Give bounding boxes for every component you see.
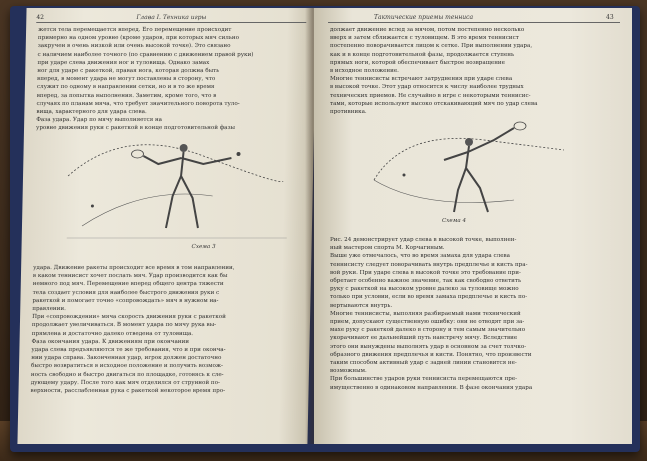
text-line: Многие теннисисты, выполняя разбираемый нами технический bbox=[330, 310, 521, 317]
left-page-number: 42 bbox=[36, 14, 45, 21]
text-line: образного движения предплечья и кисти. Понятно, что произвести bbox=[330, 351, 532, 358]
text-line: прямлена и достаточно далеко отведена от туловища. bbox=[31, 330, 194, 337]
text-line: удара слева предъявляются те же требования, что и при оконча- bbox=[31, 347, 226, 354]
text-line: верхности, расслабленная рука с ракеткой некоторое время про- bbox=[30, 388, 226, 395]
text-line: вища, характерного для удара слева. bbox=[36, 109, 147, 116]
left-top-text bbox=[36, 26, 304, 133]
text-line: прием, допускают существенную ошибку: они не отводят при за- bbox=[330, 319, 525, 326]
right-bottom-text bbox=[330, 236, 620, 392]
text-line: этого они вынуждены выполнять удар в основном за счет толчко- bbox=[330, 343, 527, 350]
right-figure-label: Схема 4 bbox=[442, 218, 467, 224]
text-line: вверх и затем сближается с туловищем. В это время теннисист bbox=[330, 35, 519, 42]
text-line: прямых ноги, которой обеспечивает быстрое возвращение bbox=[330, 59, 505, 66]
text-line: нии удара справа. Законченная удар, игрок должен достаточно bbox=[31, 355, 222, 362]
text-line: в каком теннисист хочет послать мяч. Удар производится как бы bbox=[32, 273, 228, 280]
text-line: ный мастером спорта М. Корчагиным. bbox=[330, 245, 445, 252]
text-line: с наличием наиболее точного (по сравнению с движением правой руки) bbox=[37, 51, 254, 58]
text-line: немного под мяч. Перемещение вперед общего центра тяжести bbox=[32, 281, 224, 288]
text-line: быстро возвратиться в исходное положение и получить возмож- bbox=[30, 363, 224, 370]
text-line: случаях по планам мяча, что требует значительного поворота туло- bbox=[36, 100, 240, 107]
text-line: закручен в очень низкой или очень высокой точке). Это связано bbox=[37, 43, 231, 50]
text-line: вой руки. При ударе слева в высокой точке это требование при- bbox=[330, 269, 521, 276]
left-figure-label: Схема 3 bbox=[191, 244, 216, 250]
text-line: укорачивают ее дальнейший путь навстречу мячу. Вследствие bbox=[330, 335, 518, 342]
text-line: вперед, в момент удара не могут поставлены в сторону, что bbox=[37, 76, 216, 83]
right-top-text bbox=[330, 26, 620, 116]
left-page-header: Глава I. Техника игры bbox=[136, 14, 207, 21]
text-line: Фаза окончания удара. К движениям при окончании bbox=[31, 338, 190, 345]
right-page-header: Тактические приемы тенниса bbox=[374, 14, 474, 21]
text-line: При «сопровождении» мяча скорость движения руки с ракеткой bbox=[32, 314, 226, 321]
text-line: Выше уже отмечалось, что во время замаха для удара слева bbox=[330, 253, 511, 260]
text-line: таким способом активный удар с задней линии становится не- bbox=[330, 360, 517, 367]
text-line: как и в конце подготовительной фазы, продолжается ступень bbox=[330, 51, 515, 58]
text-line: тела создает условия для наиболее быстрого движения руки с bbox=[32, 289, 220, 296]
text-line: технических приемов. Не случайно в игре с некоторыми теннисис- bbox=[330, 92, 531, 99]
right-page-number: 43 bbox=[606, 14, 614, 21]
text-line: теннисисту следует поворачивать внутрь предплечье и кисть пра- bbox=[330, 261, 528, 268]
text-line: продолжает увеличиваться. В момент удара по мячу рука вы- bbox=[31, 322, 217, 329]
text-line: при ударе слева движения ног и туловища. Однако замах bbox=[37, 59, 210, 66]
text-line: дующему удару. После того как мяч отделился от струнной по- bbox=[30, 379, 220, 386]
text-line: ракеткой и помогает точно «сопровождать» мяч в нужном на- bbox=[32, 297, 219, 304]
text-line: жется тела перемещается вперед. Его перемещение происходит bbox=[38, 27, 232, 33]
text-line: в высокой точке. Этот удар относится к числу наиболее трудных bbox=[330, 84, 524, 91]
tennis-player-figure-left bbox=[62, 136, 294, 246]
tennis-player-figure-right bbox=[364, 120, 574, 220]
text-line: удара. Движение ракеты происходит все время в том направлении, bbox=[33, 265, 235, 271]
text-line: примерно на одном уровне (кроме ударов, при которых мяч сильно bbox=[37, 35, 240, 42]
text-line: правлении. bbox=[32, 306, 66, 313]
text-line: ног для ударе с ракеткой, правая нога, которая должна быть bbox=[37, 68, 220, 75]
text-line: должает движение вслед за мячом, потом постепенно несколько bbox=[330, 27, 525, 33]
text-line: Многие теннисисты встречают затруднения при ударе слева bbox=[330, 76, 513, 83]
text-line: имущественно в одинаковом направлении. В фазе окончания удара bbox=[330, 384, 533, 391]
text-line: обретает особенно важное значение, так как свободно ответить bbox=[330, 278, 522, 285]
text-line: Рис. 24 демонстрирует удар слева в высокой точке, выполнен- bbox=[330, 237, 517, 243]
right-header-rule bbox=[328, 22, 620, 23]
left-page bbox=[17, 8, 316, 444]
text-line: тами, которые используют высоко отскакивающий мяч по удар слева bbox=[330, 100, 538, 107]
text-line: Фаза удара. Удар по мячу выполняется на bbox=[36, 117, 163, 124]
text-line: только при условии, если во время замаха предплечье и кисть по- bbox=[330, 294, 528, 301]
text-line: постепенно поворачивается лицом к сетке. При выполнении удара, bbox=[330, 43, 533, 50]
text-line: махе руку с ракеткой далеко в сторону и тем самым значительно bbox=[330, 327, 526, 334]
left-bottom-text bbox=[30, 264, 299, 395]
text-line: руку с ракеткой на высоком уровне далеко за туловище можно bbox=[330, 286, 519, 293]
text-line: уровне движения руки с ракеткой в конце подготовительной фазы bbox=[35, 125, 236, 132]
text-line: При большинстве ударов руки теннисиста перемещаются пре- bbox=[330, 376, 518, 383]
text-line: вперед, за попытка выполнения. Заметим, кроме того, что в bbox=[36, 92, 217, 99]
text-line: противника. bbox=[330, 109, 367, 116]
left-header-rule bbox=[36, 22, 306, 23]
text-line: ность свободно и быстро двигаться по площадке, готовясь к сле- bbox=[30, 371, 224, 378]
text-line: вертываются внутрь. bbox=[330, 302, 393, 309]
text-line: возможным. bbox=[330, 368, 367, 375]
text-line: в исходное положение. bbox=[330, 68, 399, 75]
text-line: служит по одному в направлении сетки, но и в то же время bbox=[36, 84, 215, 91]
right-page bbox=[314, 8, 632, 444]
